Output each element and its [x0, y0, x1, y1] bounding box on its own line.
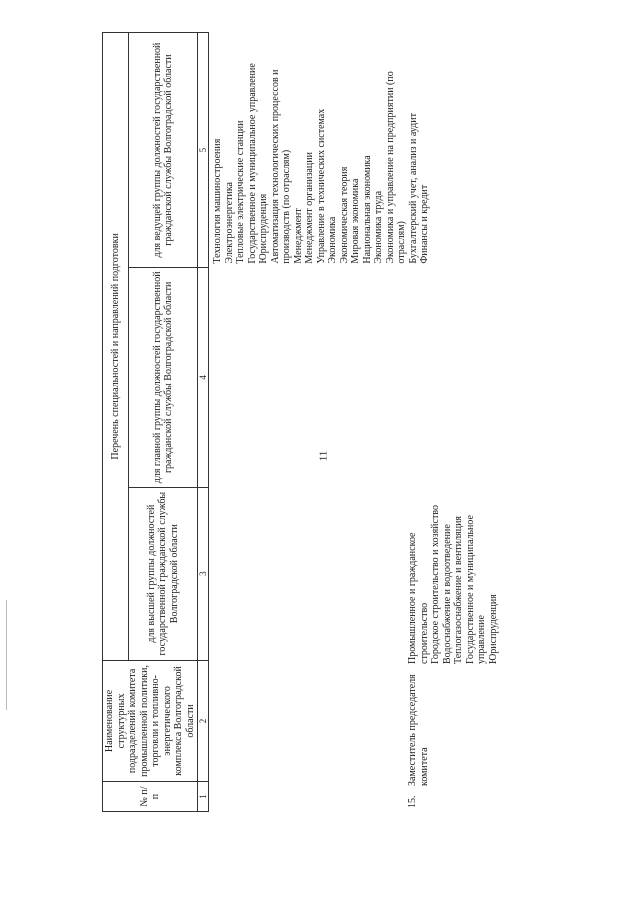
row-number: 15. [407, 795, 418, 808]
top-group-cell [209, 487, 434, 660]
list-item: Финансы и кредит [419, 184, 431, 264]
list-item: Теплогазоснабжение и вентиляция [453, 515, 464, 664]
main-group-cell [209, 268, 434, 487]
list-item: Городское строительство и хозяйство [430, 505, 441, 664]
list-item: Юриспруденция [487, 594, 499, 664]
top-specialties-list [407, 494, 499, 664]
header-lead-group: для ведущей группы должностей государственной гражданской службы Волгоградской области [129, 33, 198, 268]
header-department: Наименование структурных подразделений комитета промышленной политики, торговли и топливно-энергетического комплекса Волгоградской области [103, 660, 198, 781]
header-number: № п/п [103, 782, 198, 812]
column-index: 2 [198, 660, 209, 781]
list-item: Управление в технических системах [315, 108, 327, 264]
column-index: 1 [198, 782, 209, 812]
margin-line [6, 600, 7, 710]
lead-specialties-list [212, 37, 431, 264]
page-number: 11 [317, 450, 330, 462]
list-item: Электроэнергетика [223, 182, 235, 264]
list-item: Экономика труда [373, 190, 385, 264]
column-index: 4 [198, 268, 209, 487]
list-item: Мировая экономика [350, 178, 362, 264]
header-top-group: для высшей группы должностей государственной гражданской службы Волгоградской области [129, 487, 198, 660]
list-item: Национальная экономика [361, 155, 373, 264]
list-item: Менеджмент [292, 208, 304, 264]
header-main-group: для главной группы должностей государственной гражданской службы Волгоградской области [129, 268, 198, 487]
department-cell [209, 660, 434, 781]
list-item: Технология машиностроения [212, 138, 224, 264]
lead-group-cell [209, 33, 434, 268]
table-row [209, 33, 434, 812]
list-item: Экономика и управление на предприятии (по отраслям) [384, 71, 408, 264]
column-index-row [198, 33, 209, 812]
list-item: Бухгалтерский учет, анализ и аудит [407, 113, 419, 264]
row-number-cell [209, 782, 434, 812]
list-item: Автоматизация технологических процессов и производств (по отраслям) [269, 69, 293, 264]
column-index: 3 [198, 487, 209, 660]
list-item: Государственное и муниципальное управление [246, 63, 258, 264]
list-item: Тепловые электрические станции [235, 120, 247, 264]
list-item: Промышленное и гражданское строительство [407, 532, 430, 664]
header-specialties-group: Перечень специальностей и направлений подготовки [103, 33, 129, 661]
list-item: Экономика [327, 216, 339, 264]
list-item: Юриспруденция [258, 193, 270, 264]
table-header-row [103, 33, 129, 812]
specialties-table [102, 32, 434, 812]
list-item: Экономическая теория [338, 166, 350, 264]
list-item: Государственное и муниципальное управление [464, 515, 487, 664]
column-index: 5 [198, 33, 209, 268]
position-name: Заместитель председателя комитета [407, 674, 430, 786]
rotated-sheet [102, 32, 499, 812]
list-item: Менеджмент организации [304, 152, 316, 264]
list-item: Водоснабжение и водоотведение [441, 524, 453, 664]
